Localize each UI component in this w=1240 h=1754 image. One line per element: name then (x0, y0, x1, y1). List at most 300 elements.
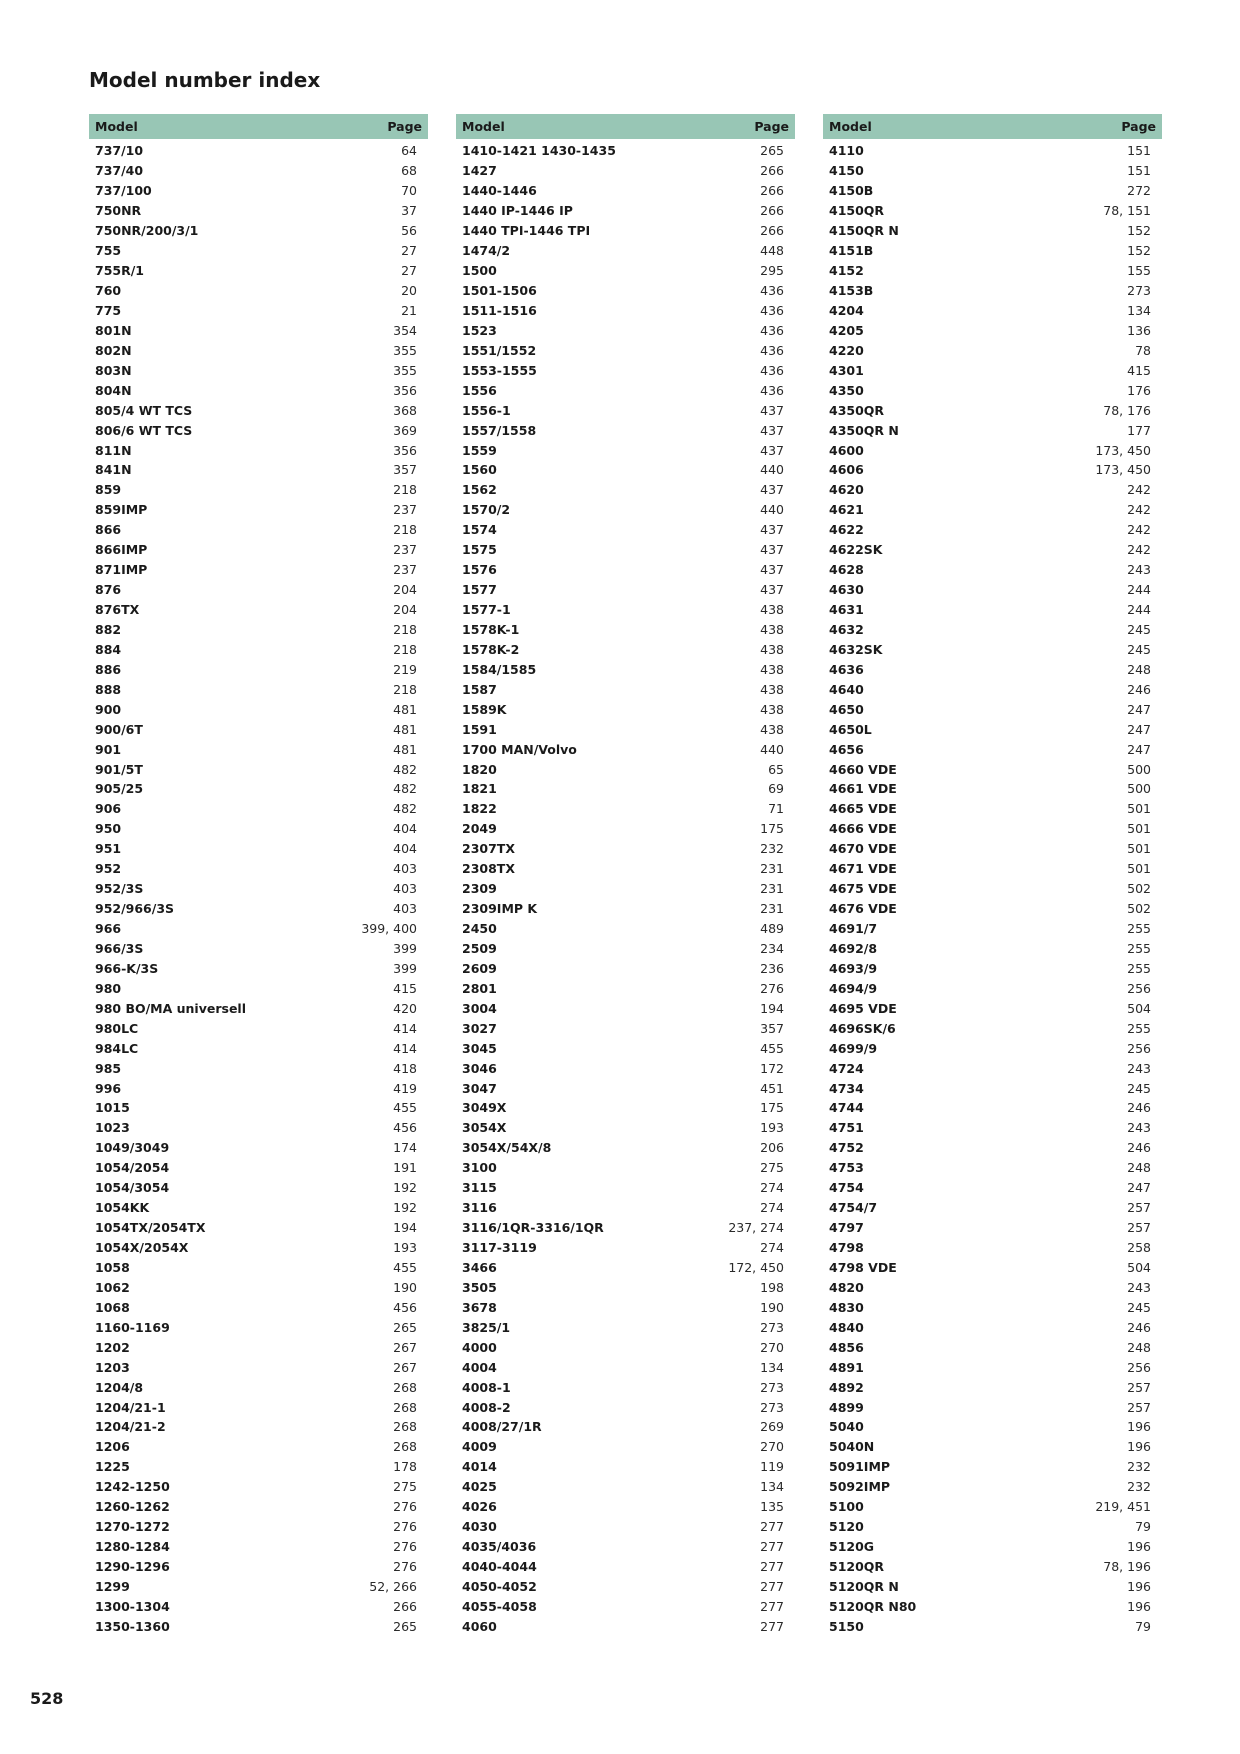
model-number: 1578K-1 (462, 621, 520, 637)
page-reference: 273 (760, 1399, 784, 1415)
model-number: 4151B (829, 243, 874, 259)
page-reference: 414 (393, 1040, 417, 1056)
index-row (89, 320, 428, 340)
index-row (823, 1118, 1162, 1138)
page-reference: 403 (393, 901, 417, 917)
page-reference: 504 (1127, 1259, 1151, 1275)
page-reference: 175 (760, 821, 784, 837)
model-number: 750NR/200/3/1 (95, 223, 199, 239)
page-reference: 243 (1127, 562, 1151, 578)
model-number: 4620 (829, 482, 864, 498)
index-row (89, 1078, 428, 1098)
page-reference: 399 (393, 940, 417, 956)
model-number: 4204 (829, 302, 864, 318)
model-number: 4631 (829, 602, 864, 618)
index-row (823, 1497, 1162, 1517)
model-number: 1559 (462, 442, 497, 458)
model-number: 876 (95, 582, 122, 598)
index-row (456, 201, 795, 221)
page-reference: 194 (393, 1220, 417, 1236)
index-row (823, 460, 1162, 480)
index-row (456, 679, 795, 699)
model-number: 1410-1421 1430-1435 (462, 143, 616, 159)
page-reference: 78 (1135, 342, 1151, 358)
index-row (456, 739, 795, 759)
index-row (89, 978, 428, 998)
page-reference: 437 (760, 562, 784, 578)
index-row (823, 520, 1162, 540)
model-number: 1570/2 (462, 502, 511, 518)
page-reference: 244 (1127, 602, 1151, 618)
index-row (823, 540, 1162, 560)
page-reference: 248 (1127, 661, 1151, 677)
page-reference: 437 (760, 422, 784, 438)
index-row (823, 799, 1162, 819)
index-row (456, 919, 795, 939)
page-reference: 255 (1127, 921, 1151, 937)
page-reference: 191 (393, 1160, 417, 1176)
model-number: 5120QR (829, 1559, 885, 1575)
page-reference: 438 (760, 701, 784, 717)
page-reference: 218 (393, 621, 417, 637)
index-row (456, 320, 795, 340)
index-row (823, 320, 1162, 340)
model-number: 4055-4058 (462, 1598, 537, 1614)
model-number: 1350-1360 (95, 1618, 170, 1634)
page-reference: 277 (760, 1559, 784, 1575)
page-reference: 237 (393, 502, 417, 518)
index-row (89, 1198, 428, 1218)
model-number: 4650 (829, 701, 864, 717)
model-number: 1577 (462, 582, 497, 598)
page-reference: 274 (760, 1240, 784, 1256)
model-number: 804N (95, 382, 132, 398)
model-number: 951 (95, 841, 122, 857)
header-model-label: Model (829, 119, 872, 134)
index-row (456, 719, 795, 739)
index-row (823, 1437, 1162, 1457)
model-number: 4350 (829, 382, 864, 398)
page-reference: 456 (393, 1299, 417, 1315)
model-number: 737/10 (95, 143, 144, 159)
model-number: 4150QR N (829, 223, 899, 239)
model-number: 4693/9 (829, 960, 878, 976)
page-reference: 134 (760, 1359, 784, 1375)
model-number: 5091IMP (829, 1459, 891, 1475)
index-row (89, 1417, 428, 1437)
index-row (89, 819, 428, 839)
model-number: 5100 (829, 1499, 864, 1515)
index-row (456, 998, 795, 1018)
page-reference: 482 (393, 781, 417, 797)
page-reference: 489 (760, 921, 784, 937)
model-number: 801N (95, 322, 132, 338)
page-reference: 399 (393, 960, 417, 976)
model-number: 3117-3119 (462, 1240, 537, 1256)
index-row (823, 380, 1162, 400)
index-row (89, 261, 428, 281)
index-row (456, 540, 795, 560)
model-number: 866IMP (95, 542, 148, 558)
model-number: 5092IMP (829, 1479, 891, 1495)
page-reference: 204 (393, 582, 417, 598)
page-reference: 232 (1127, 1479, 1151, 1495)
model-number: 1204/8 (95, 1379, 144, 1395)
model-number: 859 (95, 482, 122, 498)
model-number: 4009 (462, 1439, 497, 1455)
model-number: 2509 (462, 940, 497, 956)
model-number: 1242-1250 (95, 1479, 170, 1495)
page-reference: 231 (760, 881, 784, 897)
index-row (89, 1437, 428, 1457)
index-row (89, 1158, 428, 1178)
index-row (823, 1297, 1162, 1317)
page-reference: 242 (1127, 502, 1151, 518)
model-number: 3678 (462, 1299, 497, 1315)
model-number: 4040-4044 (462, 1559, 537, 1575)
model-number: 1511-1516 (462, 302, 537, 318)
page-reference: 177 (1127, 422, 1151, 438)
model-number: 4008-2 (462, 1399, 511, 1415)
model-number: 1553-1555 (462, 362, 537, 378)
model-number: 4205 (829, 322, 864, 338)
model-number: 980LC (95, 1020, 139, 1036)
model-number: 4060 (462, 1618, 497, 1634)
page-reference: 436 (760, 283, 784, 299)
index-row (823, 1357, 1162, 1377)
index-row (89, 1377, 428, 1397)
page-reference: 219 (393, 661, 417, 677)
page-reference: 232 (1127, 1459, 1151, 1475)
page-reference: 437 (760, 482, 784, 498)
page-reference: 276 (393, 1539, 417, 1555)
model-number: 3505 (462, 1279, 497, 1295)
index-row (823, 360, 1162, 380)
model-number: 1576 (462, 562, 497, 578)
page-reference: 242 (1127, 542, 1151, 558)
index-row (456, 1297, 795, 1317)
model-number: 2309IMP K (462, 901, 538, 917)
index-row (456, 281, 795, 301)
index-row (89, 739, 428, 759)
page-reference: 257 (1127, 1399, 1151, 1415)
model-number: 3825/1 (462, 1319, 511, 1335)
page-reference: 134 (760, 1479, 784, 1495)
page-reference: 436 (760, 382, 784, 398)
model-number: 4797 (829, 1220, 864, 1236)
page-reference: 234 (760, 940, 784, 956)
index-row (823, 141, 1162, 161)
page-reference: 206 (760, 1140, 784, 1156)
index-row (456, 1317, 795, 1337)
model-number: 901/5T (95, 761, 143, 777)
index-row (456, 420, 795, 440)
model-number: 1062 (95, 1279, 130, 1295)
index-row (89, 620, 428, 640)
index-row (823, 1178, 1162, 1198)
model-number: 1500 (462, 263, 497, 279)
page-reference: 268 (393, 1419, 417, 1435)
index-row (456, 1018, 795, 1038)
index-row (89, 201, 428, 221)
model-number: 1023 (95, 1120, 130, 1136)
index-row (456, 1557, 795, 1577)
index-row (89, 879, 428, 899)
page-reference: 273 (1127, 283, 1151, 299)
index-row (89, 799, 428, 819)
model-number: 4830 (829, 1299, 864, 1315)
page-reference: 455 (760, 1040, 784, 1056)
index-row (89, 1138, 428, 1158)
model-number: 5040N (829, 1439, 875, 1455)
page-reference: 193 (760, 1120, 784, 1136)
index-column-1 (89, 114, 428, 1636)
model-number: 4699/9 (829, 1040, 878, 1056)
page-reference: 355 (393, 342, 417, 358)
index-row (456, 879, 795, 899)
index-row (456, 1417, 795, 1437)
model-number: 4798 VDE (829, 1259, 897, 1275)
model-number: 1562 (462, 482, 497, 498)
page-reference: 196 (1127, 1539, 1151, 1555)
model-number: 4636 (829, 661, 864, 677)
page-reference: 266 (760, 223, 784, 239)
page-reference: 277 (760, 1519, 784, 1535)
model-number: 950 (95, 821, 122, 837)
index-row (456, 1577, 795, 1597)
page-reference: 456 (393, 1120, 417, 1136)
page-reference: 196 (1127, 1419, 1151, 1435)
page-reference: 265 (393, 1618, 417, 1634)
model-number: 4754/7 (829, 1200, 878, 1216)
page-reference: 190 (760, 1299, 784, 1315)
index-row (89, 1577, 428, 1597)
page-reference: 246 (1127, 1140, 1151, 1156)
index-row (456, 1397, 795, 1417)
page-reference: 437 (760, 542, 784, 558)
page-reference: 176 (1127, 382, 1151, 398)
index-row (89, 899, 428, 919)
page-reference: 448 (760, 243, 784, 259)
index-row (823, 1537, 1162, 1557)
model-number: 5120QR N (829, 1578, 899, 1594)
index-row (823, 919, 1162, 939)
index-row (456, 480, 795, 500)
model-number: 1577-1 (462, 602, 511, 618)
page-reference: 403 (393, 881, 417, 897)
page-reference: 247 (1127, 701, 1151, 717)
index-rows (456, 139, 795, 1636)
page-reference: 172 (760, 1060, 784, 1076)
model-number: 5120 (829, 1519, 864, 1535)
model-number: 996 (95, 1080, 122, 1096)
model-number: 1058 (95, 1259, 130, 1275)
page-reference: 218 (393, 482, 417, 498)
model-number: 1280-1284 (95, 1539, 170, 1555)
page-reference: 245 (1127, 1080, 1151, 1096)
page-reference: 255 (1127, 1020, 1151, 1036)
model-number: 1068 (95, 1299, 130, 1315)
index-row (89, 181, 428, 201)
page-reference: 243 (1127, 1120, 1151, 1136)
index-row (823, 1198, 1162, 1218)
model-number: 4621 (829, 502, 864, 518)
page-reference: 245 (1127, 641, 1151, 657)
model-number: 876TX (95, 602, 140, 618)
index-row (89, 1537, 428, 1557)
index-row (456, 779, 795, 799)
model-number: 1054X/2054X (95, 1240, 189, 1256)
model-number: 4695 VDE (829, 1000, 897, 1016)
index-row (823, 1018, 1162, 1038)
model-number: 1054/3054 (95, 1180, 170, 1196)
index-row (89, 1258, 428, 1278)
index-rows (89, 139, 428, 1636)
page-reference: 357 (760, 1020, 784, 1036)
page-reference: 273 (760, 1319, 784, 1335)
index-row (823, 301, 1162, 321)
model-number: 1578K-2 (462, 641, 520, 657)
index-row (823, 1377, 1162, 1397)
header-model-label: Model (462, 119, 505, 134)
model-number: 3046 (462, 1060, 497, 1076)
page-reference: 368 (393, 402, 417, 418)
index-row (823, 1158, 1162, 1178)
index-row (89, 460, 428, 480)
page-reference: 257 (1127, 1220, 1151, 1236)
page-reference: 357 (393, 462, 417, 478)
page-reference: 399, 400 (361, 921, 417, 937)
page-reference: 414 (393, 1020, 417, 1036)
model-number: 1206 (95, 1439, 130, 1455)
index-row (89, 1277, 428, 1297)
model-number: 1551/1552 (462, 342, 537, 358)
page-reference: 437 (760, 522, 784, 538)
page-reference: 295 (760, 263, 784, 279)
index-column-3 (823, 114, 1162, 1636)
page-reference: 356 (393, 442, 417, 458)
index-row (823, 1058, 1162, 1078)
page-reference: 248 (1127, 1160, 1151, 1176)
model-number: 4630 (829, 582, 864, 598)
page-reference: 501 (1127, 861, 1151, 877)
page-reference: 256 (1127, 1359, 1151, 1375)
index-row (89, 1397, 428, 1417)
index-row (823, 221, 1162, 241)
page-reference: 440 (760, 502, 784, 518)
index-row (456, 799, 795, 819)
index-row (89, 679, 428, 699)
page-reference: 21 (401, 302, 417, 318)
model-number: 760 (95, 283, 122, 299)
page-reference: 135 (760, 1499, 784, 1515)
model-number: 1299 (95, 1578, 130, 1594)
page-reference: 27 (401, 263, 417, 279)
index-row (89, 1357, 428, 1377)
model-number: 3054X (462, 1120, 507, 1136)
model-number: 737/40 (95, 163, 144, 179)
index-row (456, 899, 795, 919)
page-reference: 501 (1127, 821, 1151, 837)
index-row (89, 161, 428, 181)
model-number: 966 (95, 921, 122, 937)
page-reference: 438 (760, 661, 784, 677)
page-reference: 481 (393, 721, 417, 737)
index-row (89, 779, 428, 799)
page-reference: 247 (1127, 721, 1151, 737)
model-number: 952 (95, 861, 122, 877)
page-reference: 277 (760, 1598, 784, 1614)
page-reference: 502 (1127, 881, 1151, 897)
index-row (456, 301, 795, 321)
page-reference: 242 (1127, 482, 1151, 498)
model-number: 2307TX (462, 841, 515, 857)
page-reference: 219, 451 (1095, 1499, 1151, 1515)
model-number: 4628 (829, 562, 864, 578)
index-row (823, 1397, 1162, 1417)
index-row (89, 1616, 428, 1636)
page-reference: 482 (393, 761, 417, 777)
page-reference: 415 (393, 980, 417, 996)
page-reference: 438 (760, 721, 784, 737)
index-row (456, 1058, 795, 1078)
model-number: 4752 (829, 1140, 864, 1156)
page-reference: 436 (760, 362, 784, 378)
index-row (456, 1437, 795, 1457)
model-number: 985 (95, 1060, 122, 1076)
model-number: 1556-1 (462, 402, 511, 418)
model-number: 1440 TPI-1446 TPI (462, 223, 591, 239)
model-number: 3004 (462, 1000, 497, 1016)
index-row (89, 699, 428, 719)
index-row (89, 1497, 428, 1517)
column-header (89, 114, 428, 139)
index-row (89, 1557, 428, 1577)
page-reference: 268 (393, 1399, 417, 1415)
index-row (823, 719, 1162, 739)
page-reference: 78, 176 (1103, 402, 1151, 418)
index-row (89, 360, 428, 380)
index-row (456, 819, 795, 839)
index-row (456, 620, 795, 640)
index-row (456, 520, 795, 540)
model-number: 4000 (462, 1339, 497, 1355)
model-number: 750NR (95, 203, 142, 219)
index-row (823, 978, 1162, 998)
model-number: 841N (95, 462, 132, 478)
index-row (89, 1058, 428, 1078)
page-reference: 194 (760, 1000, 784, 1016)
index-row (456, 639, 795, 659)
page-reference: 274 (760, 1180, 784, 1196)
index-row (89, 1038, 428, 1058)
model-number: 4671 VDE (829, 861, 897, 877)
page-title: Model number index (89, 68, 321, 92)
index-row (823, 241, 1162, 261)
index-row (456, 161, 795, 181)
index-row (89, 1297, 428, 1317)
page-reference: 68 (401, 163, 417, 179)
model-number: 4891 (829, 1359, 864, 1375)
index-row (823, 1477, 1162, 1497)
model-number: 4899 (829, 1399, 864, 1415)
index-row (456, 1277, 795, 1297)
model-number: 2049 (462, 821, 497, 837)
model-number: 4798 (829, 1240, 864, 1256)
index-row (89, 221, 428, 241)
model-number: 755 (95, 243, 122, 259)
page-reference: 369 (393, 422, 417, 438)
